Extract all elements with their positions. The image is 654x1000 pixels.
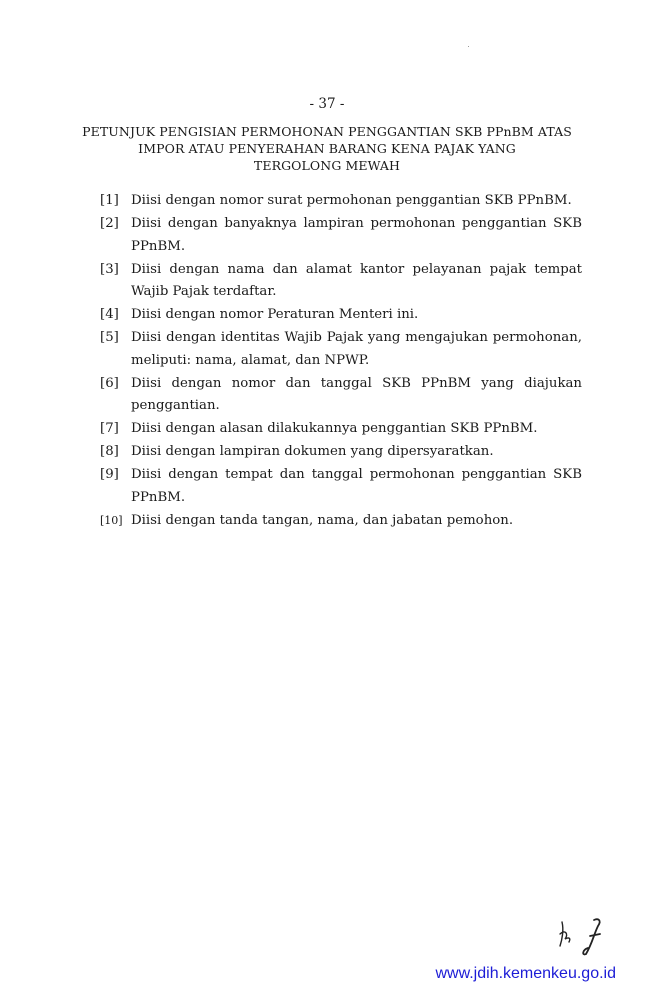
list-item (100, 213, 582, 258)
list-item (100, 304, 582, 327)
list-item (100, 464, 582, 509)
list-item (100, 441, 582, 464)
page-title (80, 123, 574, 174)
item-text: Diisi dengan tanda tangan, nama, dan jabatan pemohon. (131, 512, 514, 528)
title-line-1: PETUNJUK PENGISIAN PERMOHONAN PENGGANTIAN SKB PPnBM ATAS (82, 124, 572, 139)
item-number: [1] (100, 193, 119, 208)
title-line-2: IMPOR ATAU PENYERAHAN BARANG KENA PAJAK YANG (138, 141, 516, 156)
footer-website-link[interactable]: www.jdih.kemenkeu.go.id (435, 965, 616, 982)
item-text: Diisi dengan nomor Peraturan Menteri ini. (131, 307, 419, 322)
list-item (100, 259, 582, 304)
item-number: [3] (100, 261, 119, 277)
item-number: [6] (100, 375, 119, 391)
instruction-list (100, 190, 582, 533)
item-text: Diisi dengan nama dan alamat kantor pelayanan pajak tempat Wajib Pajak terdaftar. (131, 261, 582, 299)
item-number: [5] (100, 330, 119, 345)
item-text: Diisi dengan identitas Wajib Pajak yang mengajukan permohonan, meliputi: nama, alamat, dan NPWP. (131, 330, 582, 368)
list-item (100, 418, 582, 441)
title-line-3: TERGOLONG MEWAH (253, 158, 401, 173)
item-text: Diisi dengan banyaknya lampiran permohonan penggantian SKB PPnBM. (131, 216, 582, 254)
item-text: Diisi dengan alasan dilakukannya penggantian SKB PPnBM. (131, 421, 538, 436)
item-number: [2] (100, 216, 119, 231)
list-item (100, 510, 582, 533)
scan-speck (468, 46, 469, 47)
item-text: Diisi dengan tempat dan tanggal permohonan penggantian SKB PPnBM. (131, 467, 582, 505)
item-number: [10] (100, 513, 123, 527)
item-number: [4] (100, 307, 119, 322)
item-text: Diisi dengan nomor dan tanggal SKB PPnBM yang diajukan penggantian. (131, 375, 582, 413)
list-item (100, 373, 582, 418)
list-item (100, 327, 582, 372)
item-number: [8] (100, 444, 119, 459)
item-text: Diisi dengan lampiran dokumen yang dipersyaratkan. (131, 444, 494, 459)
item-number: [9] (100, 467, 119, 482)
item-text: Diisi dengan nomor surat permohonan penggantian SKB PPnBM. (131, 193, 572, 208)
list-item (100, 190, 582, 213)
page-number: - 37 - (309, 96, 345, 112)
initials-signature (556, 912, 616, 960)
item-number: [7] (100, 421, 119, 436)
